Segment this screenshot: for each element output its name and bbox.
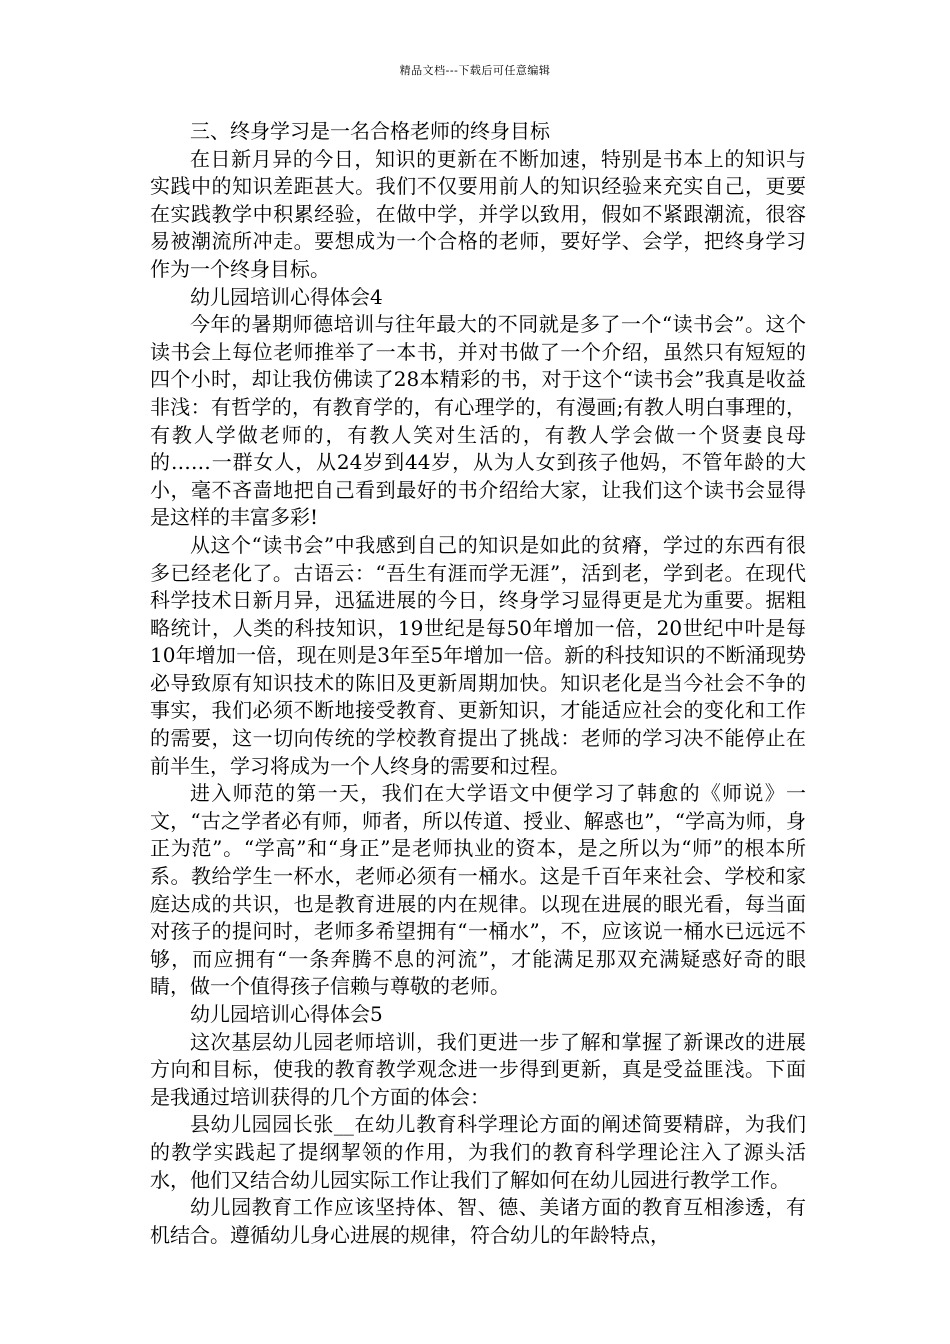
body-paragraph: 从这个“读书会”中我感到自己的知识是如此的贫瘠，学过的东西有很多已经老化了。古语云：“吾生有涯而学无涯”，活到老，学到老。在现代科学技术日新月异，迅猛进展的今日，终身学习显得更是尤为重要。据粗略统计，人类的科技知识，19世纪是每50年增加一倍，20世纪中叶是每10年增加一倍，现在则是3年至5年增加一倍。新的科技知识的不断涌现势必导致原有知识技术的陈旧及更新周期加快。知识老化是当今社会不争的事实，我们必须不断地接受教育、更新知识，才能适应社会的变化和工作的需要，这一切向传统的学校教育提出了挑战：老师的学习决不能停止在前半生，学习将成为一个人终身的需要和过程。 (150, 532, 806, 778)
page-header: 精品文档---下载后可任意编辑 (399, 64, 551, 77)
body-paragraph: 幼儿园教育工作应该坚持体、智、德、美诸方面的教育互相渗透，有机结合。遵循幼儿身心进展的规律，符合幼儿的年龄特点， (150, 1195, 806, 1247)
document-body (150, 118, 806, 1249)
body-paragraph: 今年的暑期师德培训与往年最大的不同就是多了一个“读书会”。这个读书会上每位老师推举了一本书，并对书做了一个介绍，虽然只有短短的四个小时，却让我仿佛读了28本精彩的书，对于这个“读书会”我真是收益非浅：有哲学的，有教育学的，有心理学的，有漫画;有教人明白事理的，有教人学做老师的，有教人笑对生活的，有教人学会做一个贤妻良母的……一群女人，从24岁到44岁，从为人女到孩子他妈，不管年龄的大小，毫不吝啬地把自己看到最好的书介绍给大家，让我们这个读书会显得是这样的丰富多彩! (150, 312, 806, 530)
section-title: 幼儿园培训心得体会5 (190, 1002, 383, 1026)
body-paragraph: 这次基层幼儿园老师培训，我们更进一步了解和掌握了新课改的进展方向和目标，使我的教育教学观念进一步得到更新，真是受益匪浅。下面是我通过培训获得的几个方面的体会： (150, 1029, 806, 1109)
section-title: 幼儿园培训心得体会4 (190, 284, 383, 309)
section-heading: 三、终身学习是一名合格老师的终身目标 (190, 119, 550, 143)
body-paragraph: 县幼儿园园长张__在幼儿教育科学理论方面的阐述简要精辟，为我们的教学实践起了提纲挈领的作用，为我们的教育科学理论注入了源头活水，他们又结合幼儿园实际工作让我们了解如何在幼儿园进行教学工作。 (150, 1112, 806, 1192)
body-paragraph: 在日新月异的今日，知识的更新在不断加速，特别是书本上的知识与实践中的知识差距甚大。我们不仅要用前人的知识经验来充实自己，更要在实践教学中积累经验，在做中学，并学以致用，假如不紧跟潮流，很容易被潮流所冲走。要想成为一个合格的老师，要好学、会学，把终身学习作为一个终身目标。 (150, 146, 806, 281)
body-paragraph: 进入师范的第一天，我们在大学语文中便学习了韩愈的《师说》一文，“古之学者必有师，师者，所以传道、授业、解惑也”，“学高为师，身正为范”。“学高”和“身正”是老师执业的资本，是之所以为“师”的根本所系。教给学生一杯水，老师必须有一桶水。这是千百年来社会、学校和家庭达成的共识，也是教育进展的内在规律。以现在进展的眼光看，每当面对孩子的提问时，老师多希望拥有“一桶水”，不，应该说一桶水已远远不够，而应拥有“一条奔腾不息的河流”，才能满足那双充满疑惑好奇的眼睛，做一个值得孩子信赖与尊敬的老师。 (150, 781, 806, 999)
